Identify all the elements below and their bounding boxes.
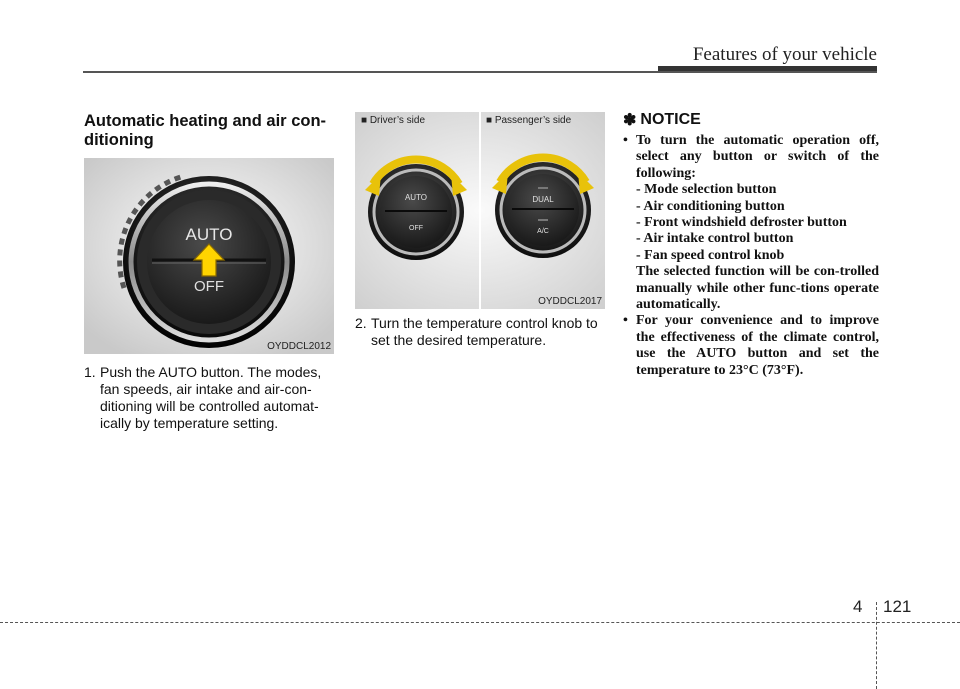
notice-title-text: NOTICE (640, 111, 701, 128)
notice-subitem: - Mode selection button (636, 182, 777, 198)
page-number: 121 (883, 597, 912, 616)
section-heading-line2: ditioning (84, 131, 154, 149)
section-heading-block (84, 112, 334, 150)
off-label: OFF (194, 278, 224, 295)
notice-item-1-tail: The selected function will be con-trolled manually while other func-tions operate automatically. (636, 264, 879, 313)
chapter-number: 4 (853, 597, 863, 616)
bullet-icon: • (623, 133, 628, 148)
notice-subitem: - Front windshield defroster button (636, 215, 847, 231)
notice-star-icon: ✽ (623, 112, 637, 129)
auto-label: AUTO (185, 225, 233, 244)
bullet-icon: • (623, 313, 628, 329)
notice-item-1 (623, 133, 879, 182)
step-text: Turn the temperature control knob to set the desired temperature. (371, 315, 598, 348)
notice-subitem: - Air intake control button (636, 231, 794, 247)
notice-subitem: - Air conditioning button (636, 198, 785, 214)
notice-item-text: For your convenience and to improve the effectiveness of the climate control, use the AUTO button and set the temperature to 23°C (73°F). (636, 313, 879, 378)
step-2 (355, 315, 607, 349)
notice-item-text: To turn the automatic operation off, select any button or switch of the following: (636, 133, 879, 181)
driver-off-label: OFF (409, 225, 423, 232)
step-text: Push the AUTO button. The modes, fan speeds, air intake and air-con-ditioning will be controlled automat-ically by temperature setting. (100, 364, 322, 431)
step-number: 1. (84, 364, 96, 380)
notice-title (623, 110, 879, 130)
figure-code: OYDDCL2012 (267, 341, 331, 352)
passenger-ac-label: A/C (537, 228, 549, 235)
header-rule (83, 71, 877, 73)
notice-item-2 (623, 313, 879, 379)
figure-code: OYDDCL2017 (538, 296, 602, 307)
auto-knob-illustration (84, 158, 334, 354)
footer-divider (876, 602, 877, 689)
running-header: Features of your vehicle (692, 44, 877, 65)
section-heading-line1: Automatic heating and air con- (84, 112, 327, 130)
step-1 (84, 364, 334, 432)
driver-auto-label: AUTO (404, 193, 428, 202)
notice-box (623, 110, 879, 379)
passenger-side-label: ■ Passenger’s side (486, 115, 572, 126)
driver-side-label: ■ Driver’s side (361, 115, 426, 126)
figure-auto-button (84, 158, 334, 354)
section-heading (84, 112, 334, 150)
step-number: 2. (355, 315, 367, 331)
temperature-knobs-illustration (355, 112, 605, 309)
passenger-dual-label: DUAL (532, 195, 554, 204)
notice-subitem: - Fan speed control knob (636, 247, 785, 263)
footer-rule (0, 622, 960, 623)
figure-temperature-knobs (355, 112, 605, 309)
